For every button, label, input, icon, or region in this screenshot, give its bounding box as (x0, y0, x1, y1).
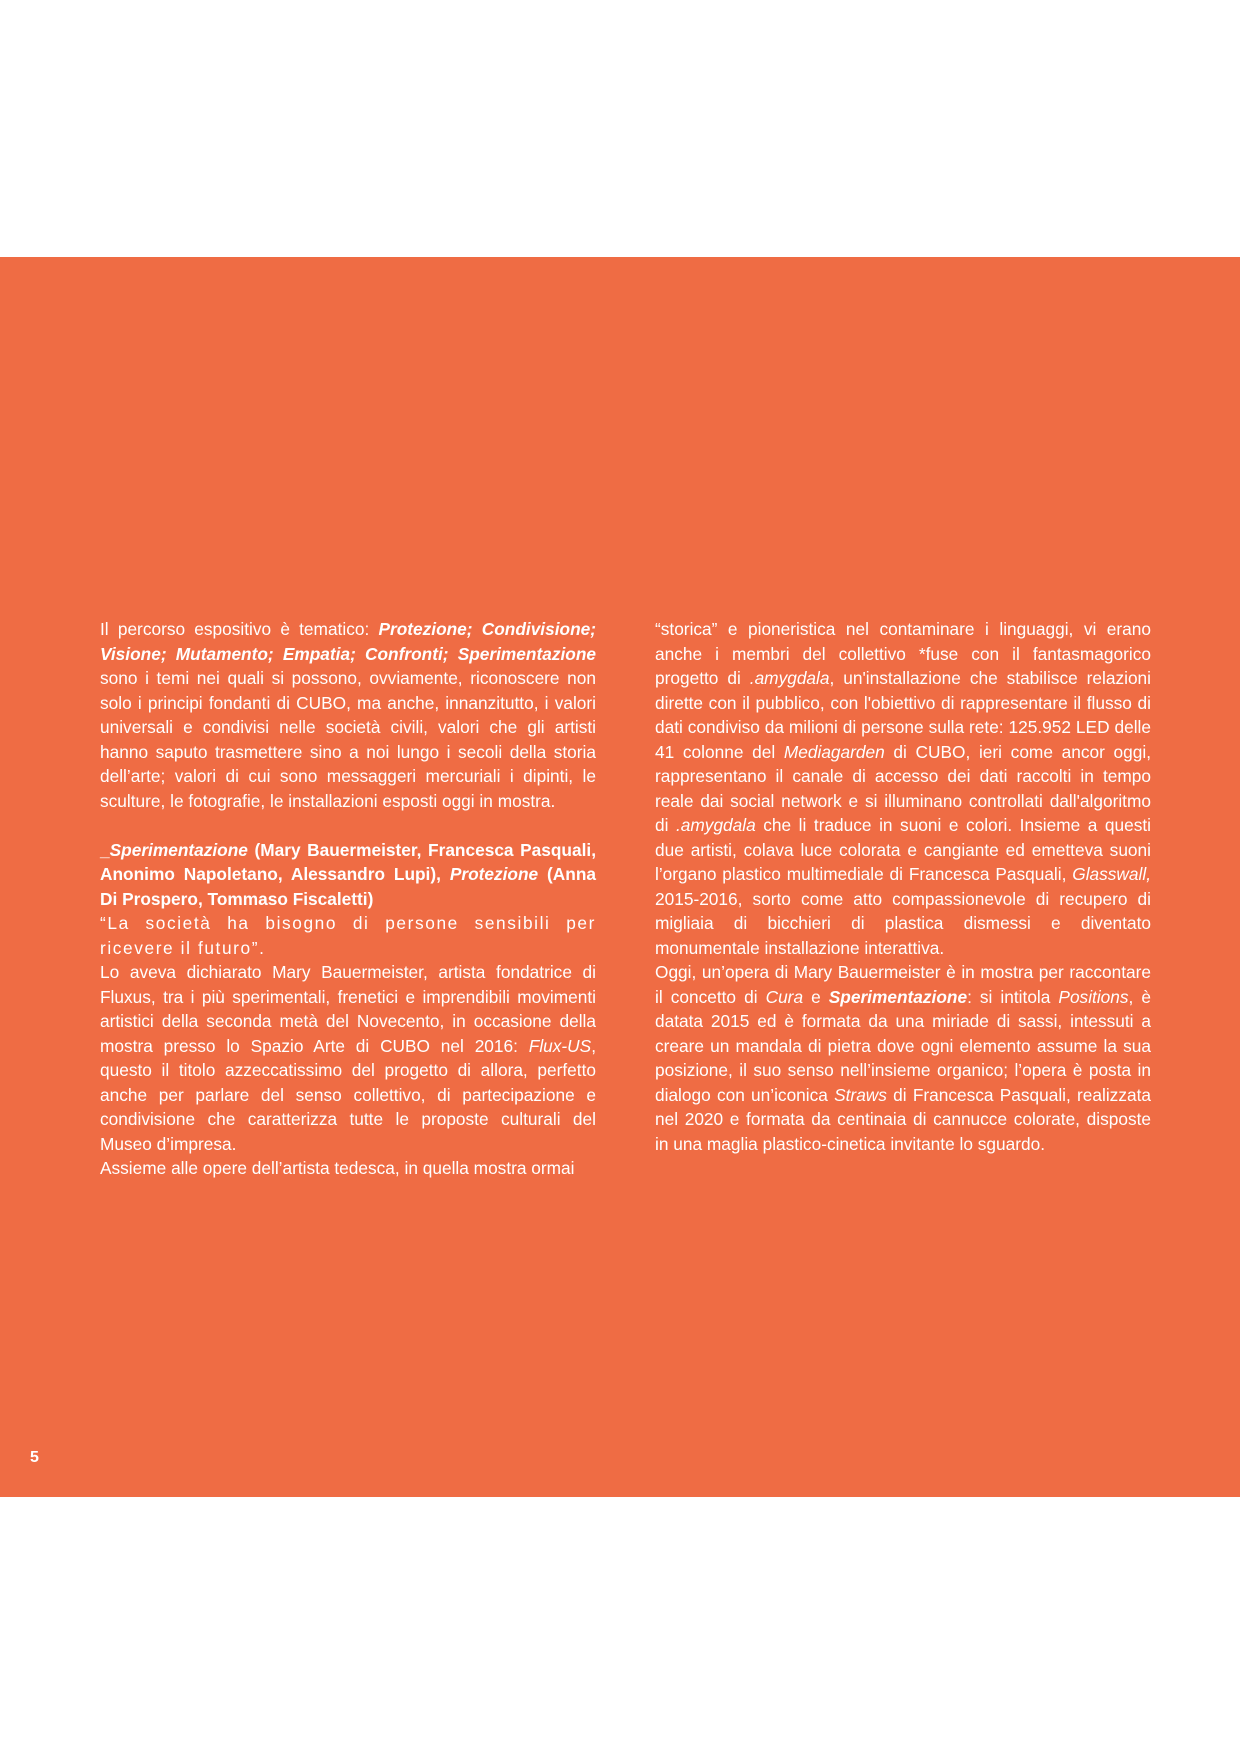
page-number: 5 (30, 1449, 39, 1466)
orange-panel (0, 257, 1240, 1497)
body-paragraph: Lo aveva dichiarato Mary Bauermeister, artista fondatrice di Fluxus, tra i più sperimentali, frenetici e imprendibili movimenti artistici della seconda metà del Novecento, in occasione della mostra presso lo Spazio Arte di CUBO nel 2016: Flux-US, questo il titolo azzeccatissimo del progetto di allora, perfetto anche per parlare del senso collettivo, di partecipazione e condivisione che caratterizza tutte le proposte culturali del Museo d’impresa. (100, 962, 596, 1154)
section-heading: _Sperimentazione (Mary Bauermeister, Francesca Pasquali, Anonimo Napoletano, Alessandro Lupi), Protezione (Anna Di Prospero, Tommaso Fiscaletti) (100, 839, 596, 909)
body-paragraph: “storica” e pioneristica nel contaminare i linguaggi, vi erano anche i membri del collettivo *fuse con il fantasmagorico progetto di .amygdala, un'installazione che stabilisce relazioni dirette con il pubblico, con l'obiettivo di rappresentare il flusso di dati condiviso da milioni di persone sulla rete: 125.952 LED delle 41 colonne del Mediagarden di CUBO, ieri come ancor oggi, rappresentano il canale di accesso dei dati raccolti in tempo reale dai social network e si illuminano controllati dall'algoritmo di .amygdala che li traduce in suoni e colori. Insieme a questi due artisti, colava luce colorata e cangiante ed emetteva suoni l’organo plastico multimediale di Francesca Pasquali, Glasswall, 2015-2016, sorto come atto compassionevole di recupero di migliaia di bicchieri di plastica dismessi e diventato monumentale installazione interattiva. (655, 619, 1152, 958)
body-paragraph: Oggi, un’opera di Mary Bauermeister è in mostra per raccontare il concetto di Cura e Sperimentazione: si intitola Positions, è datata 2015 ed è formata da una miriade di sassi, intessuti a creare un mandala di pietra dove ogni elemento assume la sua posizione, il suo senso nell’insieme organico; l’opera è posta in dialogo con un’iconica Straws di Francesca Pasquali, realizzata nel 2020 e formata da centinaia di cannucce colorate, disposte in una maglia plastico-cinetica invitante lo sguardo. (655, 962, 1152, 1154)
intro-paragraph: Il percorso espositivo è tematico: Protezione; Condivisione; Visione; Mutamento; Empatia; Confronti; Sperimentazione sono i temi nei quali si possono, ovviamente, riconoscere non solo i principi fondanti di CUBO, ma anche, innanzitutto, i valori universali e condivisi nelle società civili, valori che gli artisti hanno saputo trasmettere sino a noi lungo i secoli della storia dell’arte; valori di cui sono messaggeri mercuriali i dipinti, le sculture, le fotografie, le installazioni esposti oggi in mostra. (100, 619, 596, 811)
right-column (655, 617, 1151, 1156)
body-paragraph: Assieme alle opere dell’artista tedesca, in quella mostra ormai (100, 1158, 575, 1178)
left-column (100, 617, 596, 1181)
quote-paragraph: “La società ha bisogno di persone sensibili per ricevere il futuro”. (100, 913, 596, 958)
paragraph-gap (100, 813, 596, 838)
